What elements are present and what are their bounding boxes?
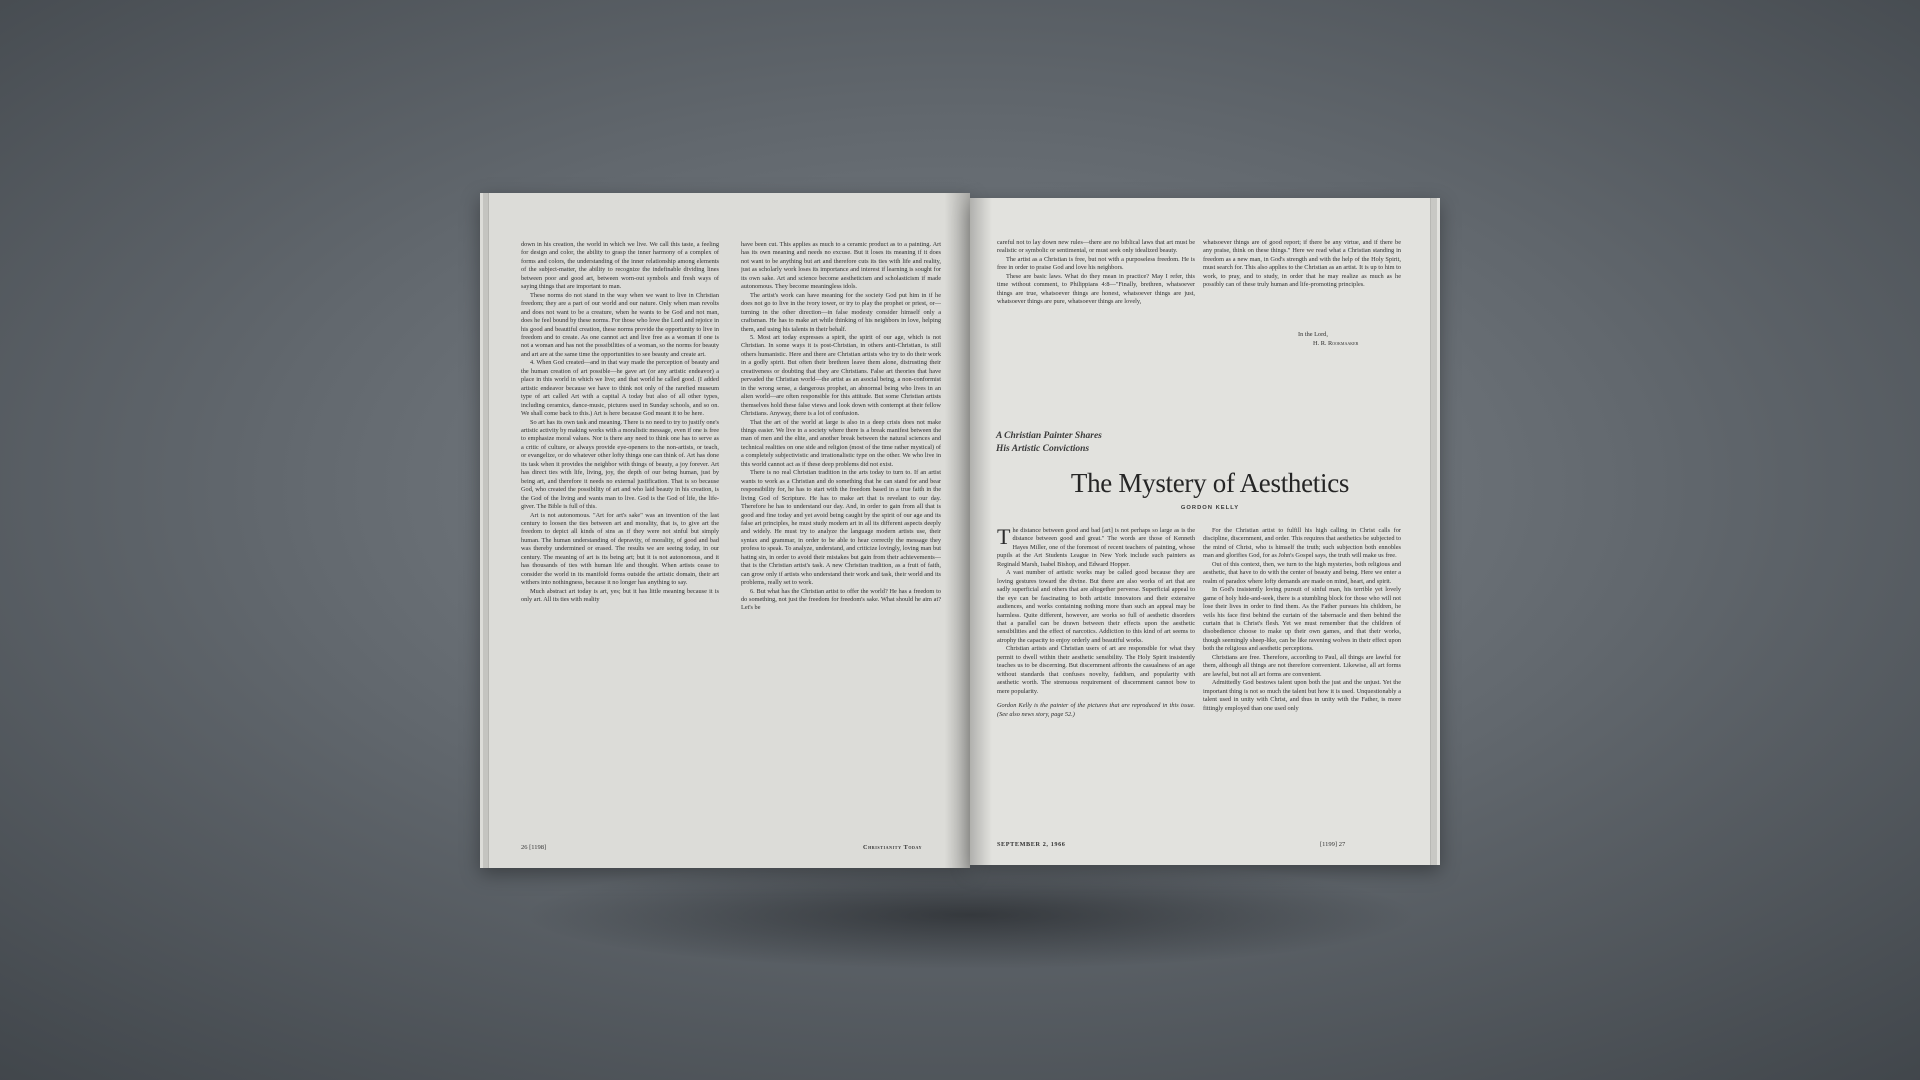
paragraph: careful not to lay down new rules—there are no biblical laws that art must be realistic or symbolic or sentimental, or must seek only idealized beauty.	[997, 239, 1195, 255]
kicker-line: His Artistic Convictions	[996, 444, 1090, 454]
drop-cap: T	[997, 527, 1011, 549]
signoff-author: H. R. Rookmaaker	[1313, 340, 1359, 347]
left-page	[480, 193, 970, 868]
right-top-column-2	[1203, 239, 1401, 319]
gutter-shade	[944, 193, 970, 868]
paragraph: 4. When God created—and in that way made the perception of beauty and the human creation of art possible—he gave art (or any artistic endeavor) a place in this world in which we live; and that world he called good. (I added artistic endeavor because we have to think not only of the rarefied museum type of art called Art with a capital A today but also of all other types, including ceramics, dance-music, pictures used in Sunday schools, and so on. We shall come back to this.) Art is here because God meant it to be here.	[521, 359, 719, 418]
paragraph: Christians are free. Therefore, according to Paul, all things are lawful for them, although all things are not therefore convenient. Likewise, all art forms are lawful, but not all art forms are convenient.	[1203, 653, 1401, 678]
left-column-1	[521, 241, 719, 841]
right-page	[970, 198, 1440, 865]
lead-text: he distance between good and bad [art] is not perhaps so large as is the distance between good and great." The words are those of Kenneth Hayes Miller, one of the foremost of recent teachers of painting, whose pupils at the Art Students League in New York include such painters as Reginald Marsh, Isabel Bishop, and Edward Hopper.	[997, 527, 1195, 568]
article-headline: The Mystery of Aesthetics	[1070, 468, 1350, 498]
paragraph: Out of this context, then, we turn to the high mysteries, both religious and aesthetic, that have to do with the center of beauty and being. Here we enter a realm of paradox where lofty demands are made on mind, heart, and spirit.	[1203, 560, 1401, 585]
article-column-1	[997, 527, 1195, 837]
paragraph: whatsoever things are of good report; if there be any virtue, and if there be any praise, think on these things." Here we read what a Christian standing in freedom as a new man, in God's strength and with the help of the Holy Spirit, must search for. This also applies to the Christian as an artist. It is up to him to work, to pray, and to study, in order that he may realize as much as he possibly can of these truly human and life-promoting principles.	[1203, 239, 1401, 289]
paragraph: 6. But what has the Christian artist to offer the world? He has a freedom to do something, not just the freedom for freedom's sake. What should he aim at? Let's be	[741, 587, 941, 612]
paragraph: Admittedly God bestows talent upon both the just and the unjust. Yet the important thing is not so much the talent but how it is used. Unquestionably a talent used in unity with Christ, and thus in unity with the Father, is more fittingly employed than one used only	[1203, 679, 1401, 712]
paragraph: In God's insistently loving pursuit of sinful man, his terrible yet lovely game of holy hide-and-seek, there is a stumbling block for those who will not lose their lives in order to find them. As the Father pursues his children, he veils his face first behind the curtain of the tabernacle and then behind the curtain that is Christ's flesh. Yet we must remember that the children of disobedience choose to make up their own games, and that their works, though seemingly sheep-like, can be like ravening wolves in their effect upon both the religious and aesthetic perceptions.	[1203, 586, 1401, 653]
paragraph: have been cut. This applies as much to a ceramic product as to a painting. Art has its own meaning and needs no excuse. But it loses its meaning if it does not want to be anything but art and therefore cuts its ties with life and reality, just as scholarly work loses its importance and interest if learning is sought for its own sake. Art and science become aestheticism and scholasticism if made autonomous. They become meaningless idols.	[741, 241, 941, 291]
paragraph: These are basic laws. What do they mean in practice? May I refer, this time without comment, to Philippians 4:8—"Finally, brethren, whatsoever things are true, whatsoever things are honest, whatsoever things are just, whatsoever things are pure, whatsoever things are lovely,	[997, 272, 1195, 306]
page-number: [1199] 27	[1320, 841, 1346, 848]
article-byline: GORDON KELLY	[1180, 505, 1240, 511]
article-kicker	[996, 430, 1102, 456]
magazine-name: Christianity Today	[863, 844, 923, 851]
paragraph: For the Christian artist to fulfill his high calling in Christ calls for discipline, discernment, and order. This requires that aesthetics be subjected to the mind of Christ, who is himself the truth; such subjection both ennobles man and glorifies God, for as John's Gospel says, the truth will make us free.	[1203, 527, 1401, 560]
paragraph: That the art of the world at large is also in a deep crisis does not make things easier. We live in a society where there is a break manifest between the man of men and the elite, and another break between the natural sciences and technical realities on one side and religion (most of the time rather mystical) of a completely subjectivistic and irrationalistic type on the other. We who live in this world cannot act as if these deep problems did not exist.	[741, 418, 941, 468]
paragraph: Much abstract art today is art, yes; but it has little meaning because it is only art. All its ties with reality	[521, 587, 719, 604]
page-number: 26 [1198]	[521, 844, 547, 851]
paragraph: Art is not autonomous. "Art for art's sake" was an invention of the last century to loosen the ties between art and morality, that is, to give art the freedom to depict all kinds of sins as if they were not sinful but simply human. The human understanding of depravity, of morality, of good and bad was thereby undermined or erased. The results we are seeing today, in our century. The meaning of art is its being art; but it is not autonomous, and it has thousands of ties with human life and thought. When artists cease to consider the world in its manifold forms outside the artistic domain, their art withers into nothingness, because it no longer has anything to say.	[521, 511, 719, 587]
paragraph: So art has its own task and meaning. There is no need to try to justify one's artistic activity by making works with a moralistic message, even if one is free to emphasize moral values. Nor is there any need to think one has to serve as a critic of culture, or always provide eye-openers to the non-artists, or teach, or evangelize, or do whatever other lofty things one can think of. Art has done its task when it provides the neighbor with things of beauty, a joy forever. Art has direct ties with life, living, joy, the depth of our being human, just by being art, and therefore it needs no external justification. That is so because God, who created the possibility of art and who laid beauty in his creation, is the God of the living and wants man to live. God is the God of life, the life-giver. The Bible is full of this.	[521, 418, 719, 511]
paragraph: The artist's work can have meaning for the society God put him in if he does not go to live in the ivory tower, or try to play the prophet or priest, or—turning in the other direction—in false modesty consider himself only a craftsman. He has to make art while thinking of his neighbors in love, helping them, and using his talents in their behalf.	[741, 291, 941, 333]
paragraph: The artist as a Christian is free, but not with a purposeless freedom. He is free in order to praise God and love his neighbors.	[997, 255, 1195, 272]
paragraph: 5. Most art today expresses a spirit, the spirit of our age, which is not Christian. In some ways it is post-Christian, in others anti-Christian, is still others humanistic. Here and there are Christian artists who try to do their work in a godly spirit. But often their brethren leave them alone, distrusting their creativeness or doubting that they are Christians. False art theories that have pervaded the Christian world—the artist as an asocial being, a non-conformist in the wrong sense, a dangerous prophet, an abnormal being who lives in an alien world—are often responsible for this attitude. But some Christian artists themselves hold these false views and look down with contempt at their fellow Christians. Anyway, there is a lot of confusion.	[741, 333, 941, 418]
kicker-line: A Christian Painter Shares	[996, 431, 1102, 441]
article-column-2	[1203, 527, 1401, 837]
signoff-salutation: In the Lord,	[1298, 331, 1328, 338]
paragraph: down in his creation, the world in which we live. We call this taste, a feeling for design and color, the ability to grasp the inner harmony of a complex of forms and colors, the understanding of the inner relationship among elements of the subject-matter, the ability to recognize the indefinable dividing lines between poor and good art, between worn-out symbols and fresh ways of saying things that are important to man.	[521, 241, 719, 291]
magazine-shadow	[520, 860, 1420, 970]
paragraph	[997, 527, 1195, 569]
right-top-column-1	[997, 239, 1195, 347]
issue-date: SEPTEMBER 2, 1966	[997, 841, 1066, 848]
page-edge	[483, 193, 489, 868]
left-column-2	[741, 241, 941, 841]
paragraph: Christian artists and Christian users of art are responsible for what they permit to dwell within their aesthetic sensibility. The Holy Spirit insistently teaches us to be discerning. But discernment affronts the casualness of an age without standards that confuses novelty, faddism, and popularity with aesthetic worth. The strenuous requirement of discernment cannot bow to mere popularity.	[997, 645, 1195, 695]
page-edge	[1430, 198, 1437, 865]
paragraph: A vast number of artistic works may be called good because they are loving gestures toward the divine. But there are also works of art that are sadly superficial and others that are altogether perverse. Superficial appeal to the eye can be fascinating to both artistic innovators and their extensive audiences, and works containing nothing more than such an appeal may be harmless. Quite different, however, are works so full of aesthetic disorders that a parallel can be drawn between their effects upon the aesthetic sensibilities and the effect of narcotics. Addiction to this kind of art seems to atrophy the capacity to enjoy orderly and beautiful works.	[997, 569, 1195, 644]
author-note: Gordon Kelly is the painter of the pictures that are reproduced in this issue. (See also news story, page 52.)	[997, 702, 1195, 718]
paragraph: There is no real Christian tradition in the arts today to turn to. If an artist wants to work as a Christian and do something that he can stand for and bear responsibility for, he has to start with the freedom based in a true faith in the living God of Scripture. He has to make art that is revelant to our day. Therefore he has to understand our day. And, in order to gain from all that is good and fine today and yet avoid being caught by the spirit of our age and its false art principles, he must study modern art in all its different aspects deeply and widely. He must try to analyze the language modern artists use, their syntax and grammar, in order to be able to hear correctly the message they profess to speak. To analyze, understand, and criticize lovingly, loving man but hating sin, in order to avoid their mistakes but gain from their achievements—that is the Christian artist's task. A new Christian tradition, as a fruit of faith, can grow only if artists who understand their work and task, their world and its problems, really set to work.	[741, 469, 941, 587]
paragraph: These norms do not stand in the way when we want to live in Christian freedom; they are a part of our world and our nature. Only when man revolts and does not want to be a creature, when he wants to be God and not man, does he feel bound by these norms. For those who love the Lord and rejoice in his good and beautiful creation, these norms provide the opportunity to live in freedom and to create. As one cannot act and live free as a woman if one is not a woman and has not the possibilities of a woman, so the norms for beauty and art are at the same time the opportunities to see beauty and create art.	[521, 291, 719, 358]
gutter-shade	[970, 198, 992, 865]
